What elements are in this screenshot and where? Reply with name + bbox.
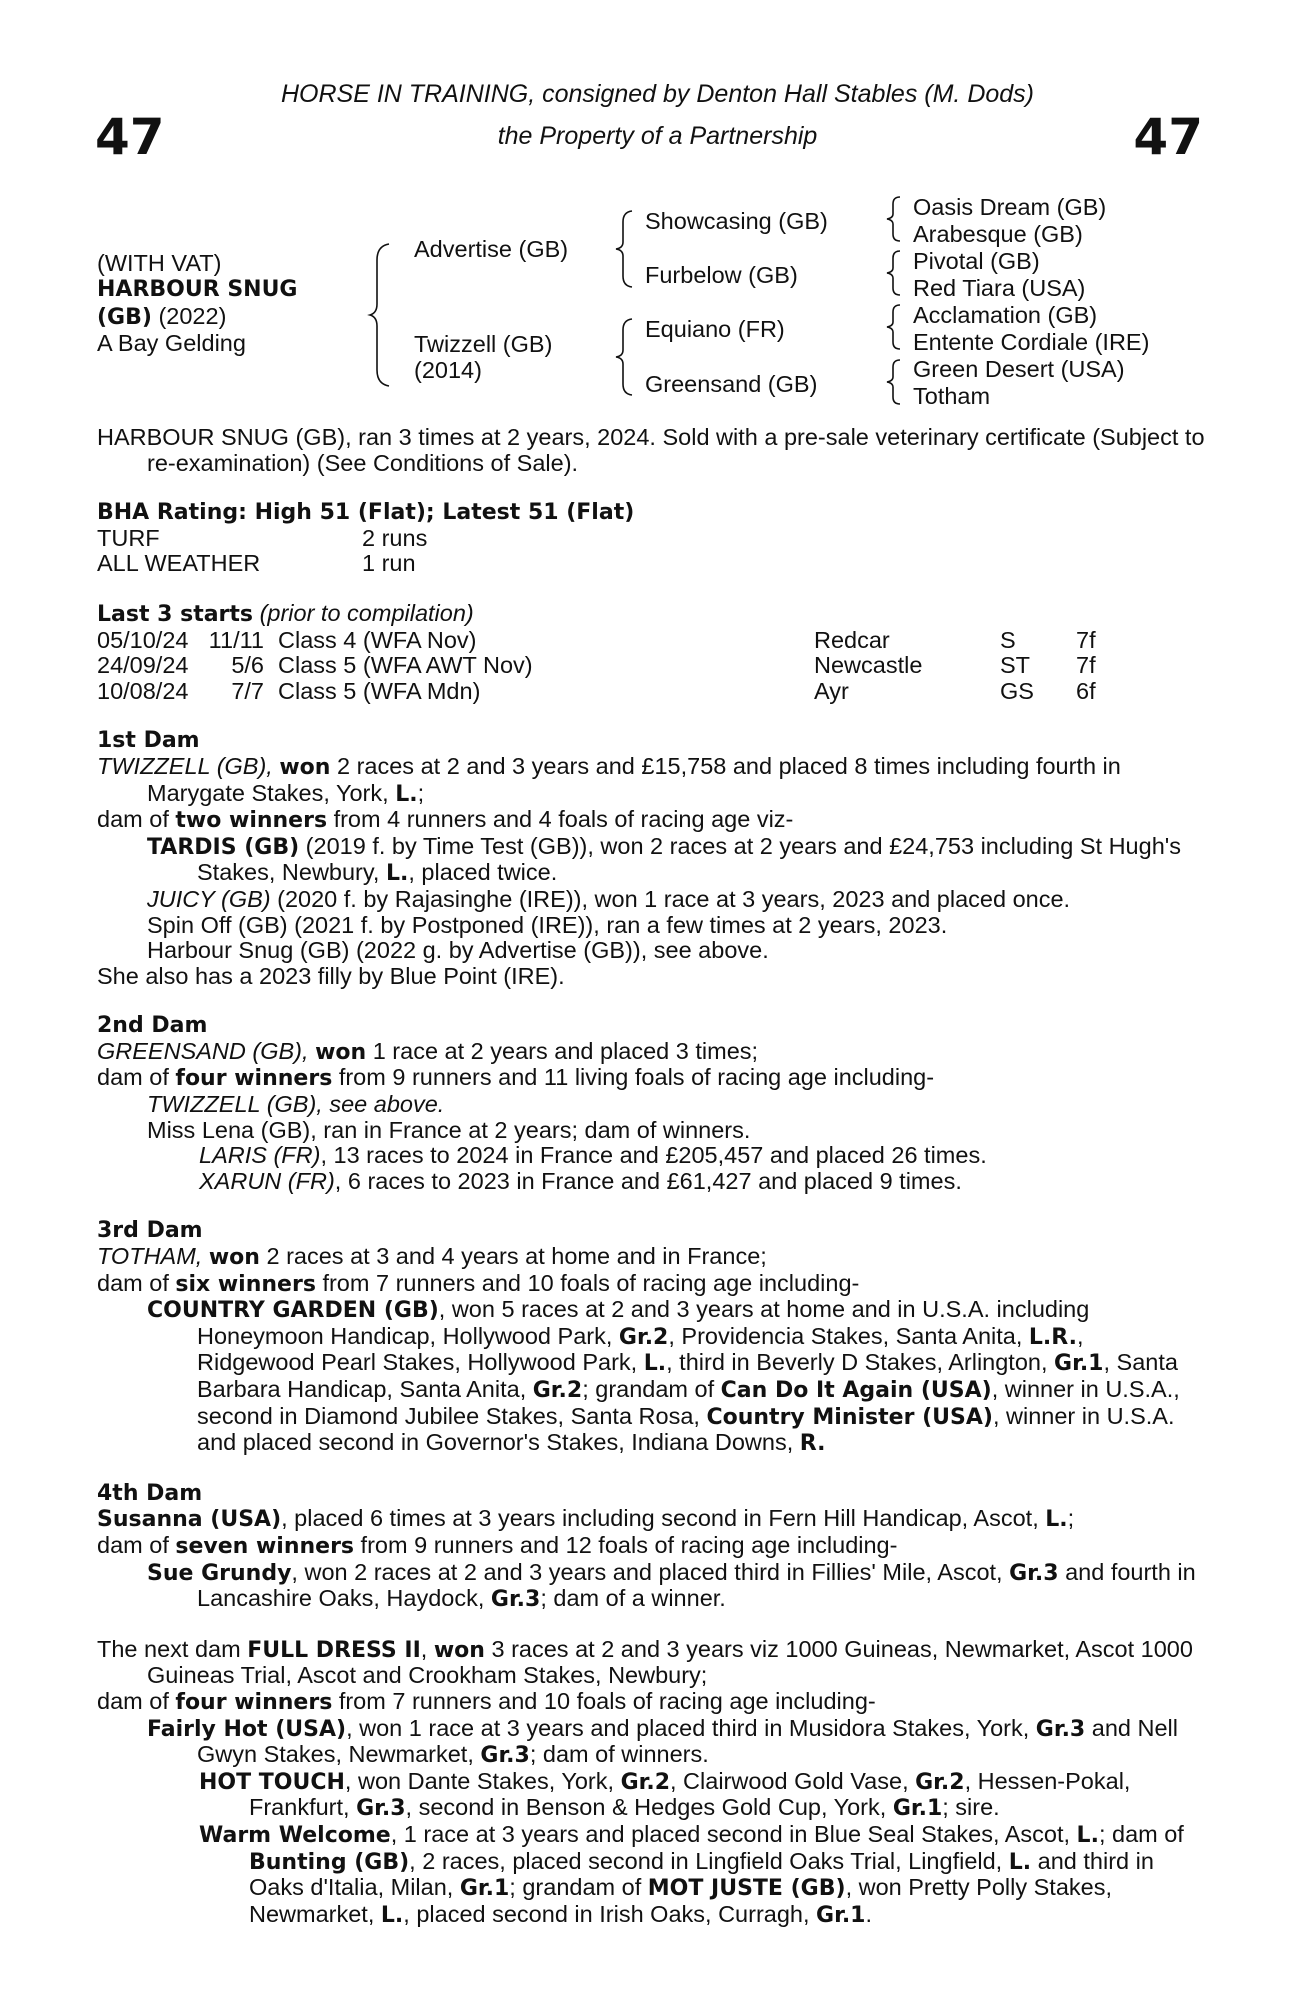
next-dam-produce-summary: dam of four winners from 7 runners and 10 foals of racing age including- — [97, 1687, 876, 1715]
dam4-heading: 4th Dam — [97, 1480, 203, 1506]
dam2-offspring: Miss Lena (GB), ran in France at 2 years; dam of winners. — [147, 1116, 751, 1143]
next-dam-grand-offspring: Warm Welcome, 1 race at 3 years and placed second in Blue Seal Stakes, Ascot, L.; dam of Bunting (GB), 2 races, placed second in Lingfield Oaks Trial, Lingfield, L. and third in Oaks d'Italia, Milan, Gr.1; grandam of MOT JUSTE (GB), won Pretty Polly Stakes, Newmarket, L., placed second in Irish Oaks, Curragh, Gr.1. — [199, 1820, 1184, 1928]
dam: Twizzell (GB) — [414, 331, 553, 357]
dam2-grand-offspring: XARUN (FR), 6 races to 2023 in France and £61,427 and placed 9 times. — [199, 1167, 962, 1194]
dam4-produce-summary: dam of seven winners from 9 runners and 12 foals of racing age including- — [97, 1531, 898, 1559]
horse-name: HARBOUR SNUG — [97, 277, 298, 302]
lot-number-left: 47 — [95, 108, 165, 166]
rating-value: 1 run — [362, 550, 416, 577]
gen3-0: Oasis Dream (GB) — [913, 194, 1107, 220]
dam1-offspring: Spin Off (GB) (2021 f. by Postponed (IRE)), ran a few times at 2 years, 2023. — [147, 911, 948, 938]
sire-dam-brace — [367, 240, 397, 390]
dam1-note: She also has a 2023 filly by Blue Point (IRE). — [97, 962, 565, 989]
dam1-produce-summary: dam of two winners from 4 runners and 4 foals of racing age viz- — [97, 806, 794, 834]
rating-row-aw — [97, 551, 1207, 577]
starts-title: Last 3 starts — [97, 601, 254, 627]
rating-label: ALL WEATHER — [97, 550, 261, 577]
dam-year: (2014) — [414, 357, 482, 383]
vat-label: (WITH VAT) — [97, 250, 222, 276]
dam2-grand-offspring: LARIS (FR), 13 races to 2024 in France and £205,457 and placed 26 times. — [199, 1142, 987, 1169]
dam1-heading: 1st Dam — [97, 728, 200, 754]
start-position: 5/6 — [231, 652, 264, 679]
start-position: 7/7 — [231, 677, 264, 704]
gen3-3: Red Tiara (USA) — [913, 275, 1086, 301]
start-going: ST — [1000, 652, 1031, 679]
gen3-brace-0 — [882, 194, 904, 244]
start-distance: 6f — [1076, 677, 1096, 704]
start-course: Redcar — [814, 626, 890, 653]
dam-line-brace — [612, 316, 636, 398]
dam2-offspring: TWIZZELL (GB), see above. — [147, 1091, 445, 1118]
dam4-record: Susanna (USA), placed 6 times at 3 years including second in Fern Hill Handicap, Ascot, L.; — [97, 1505, 1075, 1533]
horse-year: (2022) — [158, 303, 227, 329]
rating-row-turf — [97, 526, 1207, 552]
consignor-line: HORSE IN TRAINING, consigned by Denton Hall Stables (M. Dods) — [280, 80, 1035, 108]
dam1-offspring: JUICY (GB) (2020 f. by Rajasinghe (IRE)), won 1 race at 3 years, 2023 and placed once. — [147, 885, 1071, 912]
summary: HARBOUR SNUG (GB), ran 3 times at 2 years, 2024. Sold with a pre-sale veterinary certificate (Subject to re-examination) (See Conditions of Sale). — [97, 424, 1205, 476]
gen2-2: Equiano (FR) — [645, 316, 785, 342]
bha-rating-heading: BHA Rating: High 51 (Flat); Latest 51 (Flat) — [97, 500, 635, 526]
gen3-7: Totham — [913, 383, 991, 409]
starts-heading — [97, 601, 1207, 628]
gen3-6: Green Desert (USA) — [913, 356, 1125, 382]
start-going: S — [1000, 626, 1016, 653]
dam3-heading: 3rd Dam — [97, 1218, 203, 1244]
dam3-produce-summary: dam of six winners from 7 runners and 10 foals of racing age including- — [97, 1269, 860, 1297]
catalogue-body — [97, 425, 1207, 1928]
starts-note: (prior to compilation) — [259, 599, 474, 626]
dam2-produce-summary: dam of four winners from 9 runners and 11 living foals of racing age including- — [97, 1064, 935, 1092]
start-class: Class 5 (WFA AWT Nov) — [278, 652, 533, 679]
dam3-record: TOTHAM, won 2 races at 3 and 4 years at home and in France; — [97, 1243, 767, 1271]
dam4-offspring: Sue Grundy, won 2 races at 2 and 3 years and placed third in Fillies' Mile, Ascot, Gr.3 and fourth in Lancashire Oaks, Haydock, Gr.3; dam of a winner. — [147, 1558, 1196, 1613]
gen3-2: Pivotal (GB) — [913, 248, 1040, 274]
start-class: Class 5 (WFA Mdn) — [278, 677, 481, 704]
gen3-brace-3 — [882, 357, 904, 407]
sire: Advertise (GB) — [414, 236, 569, 262]
start-date: 05/10/24 — [97, 626, 189, 653]
gen3-brace-1 — [882, 248, 904, 298]
start-going: GS — [1000, 677, 1034, 704]
start-course: Ayr — [814, 677, 849, 704]
gen2-0: Showcasing (GB) — [645, 208, 828, 234]
start-distance: 7f — [1076, 652, 1096, 679]
dam3-offspring: COUNTRY GARDEN (GB), won 5 races at 2 and 3 years at home and in U.S.A. including Honeymoon Handicap, Hollywood Park, Gr.2, Providencia Stakes, Santa Anita, L.R., Ridgewood Pearl Stakes, Hollywood Park, L., third in Beverly D Stakes, Arlington, Gr.1, Santa Barbara Handicap, Santa Anita, Gr.2; grandam of Can Do It Again (USA), winner in U.S.A., second in Diamond Jubilee Stakes, Santa Rosa, Country Minister (USA), winner in U.S.A. and placed second in Governor's Stakes, Indiana Downs, R. — [147, 1296, 1180, 1457]
gen3-5: Entente Cordiale (IRE) — [913, 329, 1150, 355]
dam2-heading: 2nd Dam — [97, 1013, 208, 1039]
start-class: Class 4 (WFA Nov) — [278, 626, 477, 653]
start-row — [97, 628, 1207, 654]
gen2-1: Furbelow (GB) — [645, 262, 798, 288]
lot-number-right: 47 — [1133, 108, 1203, 166]
property-line: the Property of a Partnership — [497, 122, 818, 150]
start-course: Newcastle — [814, 652, 923, 679]
dam1-offspring: Harbour Snug (GB) (2022 g. by Advertise (GB)), see above. — [147, 937, 769, 964]
dam2-record: GREENSAND (GB), won 1 race at 2 years and placed 3 times; — [97, 1037, 759, 1065]
start-date: 24/09/24 — [97, 652, 189, 679]
gen2-3: Greensand (GB) — [645, 371, 818, 397]
horse-description: A Bay Gelding — [97, 330, 246, 356]
start-distance: 7f — [1076, 626, 1096, 653]
dam1-offspring: TARDIS (GB) (2019 f. by Time Test (GB)), won 2 races at 2 years and £24,753 including St Hugh's Stakes, Newbury, L., placed twice. — [147, 832, 1182, 887]
gen3-1: Arabesque (GB) — [913, 221, 1083, 247]
next-dam-offspring: Fairly Hot (USA), won 1 race at 3 years and placed third in Musidora Stakes, York, Gr.3 and Nell Gwyn Stakes, Newmarket, Gr.3; dam of winners. — [147, 1714, 1178, 1769]
start-row — [97, 679, 1207, 705]
horse-country: (GB) — [97, 305, 152, 330]
gen3-4: Acclamation (GB) — [913, 302, 1098, 328]
next-dam-record: The next dam FULL DRESS II, won 3 races at 2 and 3 years viz 1000 Guineas, Newmarket, Ascot 1000 Guineas Trial, Ascot and Crookham Stakes, Newbury; — [97, 1635, 1193, 1689]
rating-label: TURF — [97, 524, 160, 551]
start-row — [97, 653, 1207, 679]
next-dam-grand-offspring: HOT TOUCH, won Dante Stakes, York, Gr.2, Clairwood Gold Vase, Gr.2, Hessen-Pokal, Frankfurt, Gr.3, second in Benson & Hedges Gold Cup, York, Gr.1; sire. — [199, 1767, 1131, 1822]
start-position: 11/11 — [208, 626, 264, 653]
sire-line-brace — [612, 208, 636, 290]
rating-value: 2 runs — [362, 524, 428, 551]
dam1-record: TWIZZELL (GB), won 2 races at 2 and 3 years and £15,758 and placed 8 times including fourth in Marygate Stakes, York, L.; — [97, 752, 1121, 807]
start-date: 10/08/24 — [97, 677, 189, 704]
gen3-brace-2 — [882, 302, 904, 352]
